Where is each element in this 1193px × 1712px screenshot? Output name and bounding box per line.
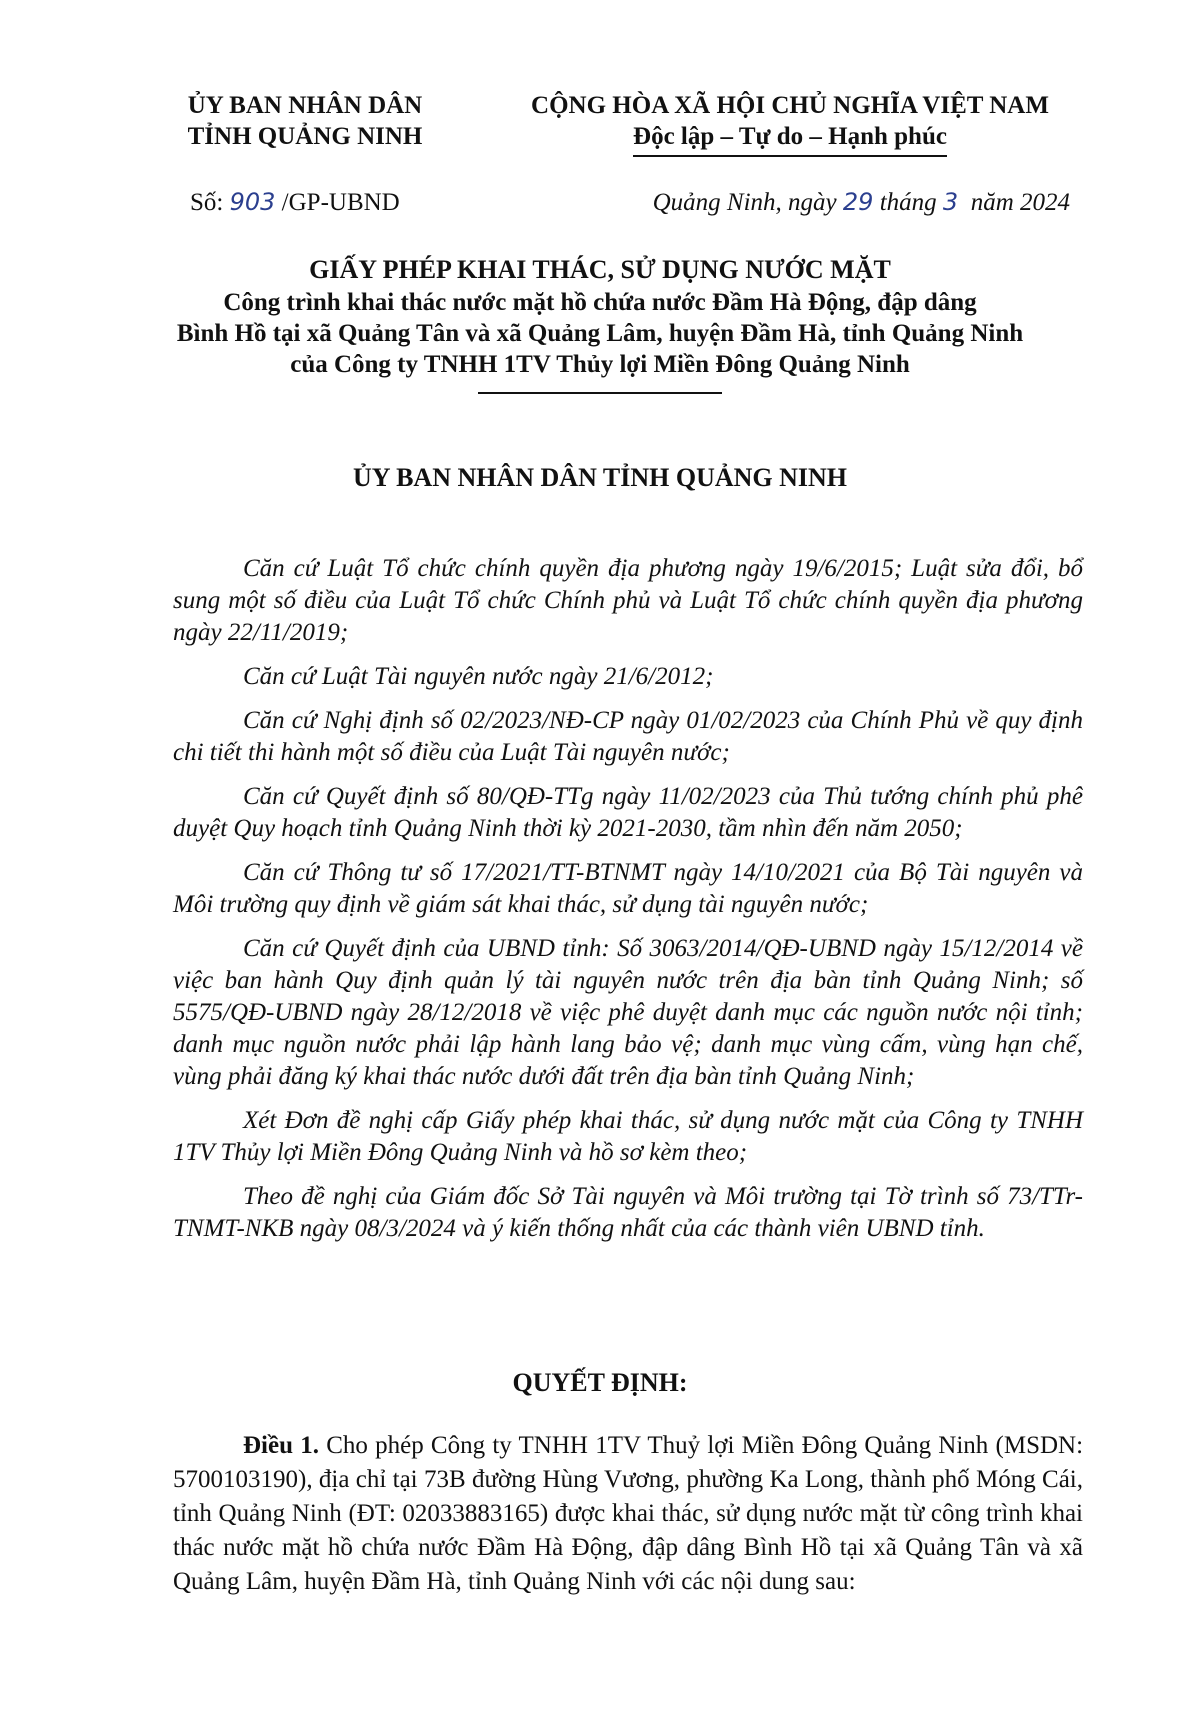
basis-paragraph: Căn cứ Quyết định của UBND tỉnh: Số 3063/2014/QĐ-UBND ngày 15/12/2014 về việc ban hành Quy định quản lý tài nguyên nước trên địa bàn tỉnh Quảng Ninh; số 5575/QĐ-UBND ngày 28/12/2018 về việc phê duyệt danh mục các nguồn nước nội tỉnh; danh mục nguồn nước phải lập hành lang bảo vệ; danh mục vùng cấm, vùng hạn chế, vùng phải đăng ký khai thác nước dưới đất trên địa bàn tỉnh Quảng Ninh; — [173, 935, 1083, 1090]
issuer-line1: ỦY BAN NHÂN DÂN — [187, 92, 423, 119]
basis-paragraph: Căn cứ Luật Tài nguyên nước ngày 21/6/2012; — [243, 663, 714, 690]
subtitle-line3: của Công ty TNHH 1TV Thủy lợi Miền Đông Quảng Ninh — [290, 351, 910, 378]
motto: Độc lập – Tự do – Hạnh phúc — [633, 121, 947, 157]
issuer-line2: TỈNH QUẢNG NINH — [187, 123, 423, 150]
number-prefix: Số: — [190, 189, 224, 216]
basis-paragraph: Căn cứ Luật Tổ chức chính quyền địa phương ngày 19/6/2015; Luật sửa đổi, bổ sung một số điều của Luật Tổ chức Chính phủ và Luật Tổ chức chính quyền địa phương ngày 22/11/2019; — [173, 555, 1083, 646]
basis-paragraph: Căn cứ Thông tư số 17/2021/TT-BTNMT ngày 14/10/2021 của Bộ Tài nguyên và Môi trường quy định về giám sát khai thác, sử dụng tài nguyên nước; — [173, 859, 1083, 918]
article-1-text: Cho phép Công ty TNHH 1TV Thuỷ lợi Miền Đông Quảng Ninh (MSDN: 5700103190), địa chỉ tại 73B đường Hùng Vương, phường Ka Long, thành phố Móng Cái, tỉnh Quảng Ninh (ĐT: 02033883165) được khai thác, sử dụng nước mặt từ công trình khai thác nước mặt hồ chứa nước Đầm Hà Động, đập dâng Bình Hồ tại xã Quảng Tân và xã Quảng Lâm, huyện Đầm Hà, tỉnh Quảng Ninh với các nội dung sau: — [173, 1432, 1084, 1595]
date-day: 29 — [842, 188, 874, 216]
legal-basis — [173, 553, 1083, 1257]
document-title — [150, 253, 1050, 394]
council-heading: ỦY BAN NHÂN DÂN TỈNH QUẢNG NINH — [352, 463, 848, 492]
subtitle-line2: Bình Hồ tại xã Quảng Tân và xã Quảng Lâm, huyện Đầm Hà, tỉnh Quảng Ninh — [176, 320, 1024, 347]
article-1 — [173, 1429, 1083, 1599]
nation-line1: CỘNG HÒA XÃ HỘI CHỦ NGHĨA VIỆT NAM — [531, 92, 1049, 119]
document-number — [190, 188, 400, 217]
title-divider — [478, 392, 722, 394]
issuer-block — [165, 90, 445, 152]
date-month-label: tháng — [879, 189, 937, 216]
basis-paragraph: Căn cứ Nghị định số 02/2023/NĐ-CP ngày 01/02/2023 của Chính Phủ về quy định chi tiết thi hành một số điều của Luật Tài nguyên nước; — [173, 707, 1083, 766]
basis-paragraph: Căn cứ Quyết định số 80/QĐ-TTg ngày 11/02/2023 của Thủ tướng chính phủ phê duyệt Quy hoạch tỉnh Quảng Ninh thời kỳ 2021-2030, tầm nhìn đến năm 2050; — [173, 783, 1083, 842]
title-main: GIẤY PHÉP KHAI THÁC, SỬ DỤNG NƯỚC MẶT — [309, 255, 891, 284]
subtitle-line1: Công trình khai thác nước mặt hồ chứa nước Đầm Hà Động, đập dâng — [223, 289, 977, 316]
issue-date — [560, 188, 1070, 217]
number-suffix: /GP-UBND — [281, 189, 400, 216]
date-prefix: Quảng Ninh, ngày — [652, 189, 837, 216]
nation-block — [510, 90, 1070, 157]
date-year: năm 2024 — [970, 189, 1070, 216]
number-handwritten: 903 — [229, 188, 276, 216]
basis-paragraph: Xét Đơn đề nghị cấp Giấy phép khai thác, sử dụng nước mặt của Công ty TNHH 1TV Thủy lợi Miền Đông Quảng Ninh và hồ sơ kèm theo; — [173, 1107, 1083, 1166]
article-1-label: Điều 1. — [243, 1432, 319, 1459]
decision-heading: QUYẾT ĐỊNH: — [512, 1368, 688, 1397]
date-month: 3 — [942, 188, 959, 216]
basis-paragraph: Theo đề nghị của Giám đốc Sở Tài nguyên và Môi trường tại Tờ trình số 73/TTr-TNMT-NKB ngày 08/3/2024 và ý kiến thống nhất của các thành viên UBND tỉnh. — [173, 1183, 1083, 1242]
